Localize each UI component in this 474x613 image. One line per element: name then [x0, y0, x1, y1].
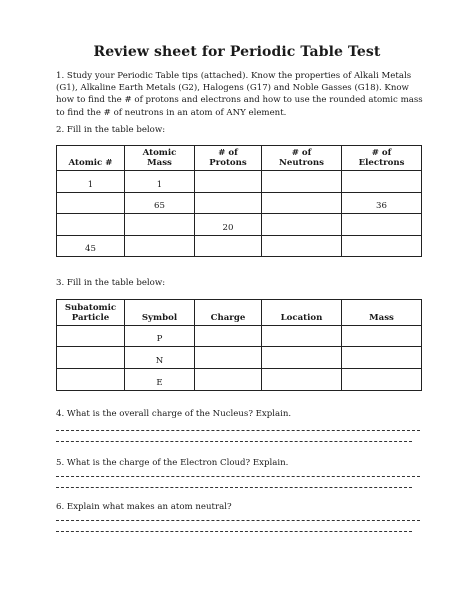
atom-table-header-row — [57, 146, 422, 171]
table-cell[interactable] — [262, 171, 342, 193]
table-cell[interactable] — [342, 236, 422, 257]
question-3-label: 3. Fill in the table below: — [56, 278, 166, 288]
table-cell[interactable] — [195, 171, 262, 193]
table-cell[interactable] — [262, 193, 342, 214]
table-cell[interactable]: 65 — [125, 193, 195, 214]
table-cell[interactable]: P — [125, 326, 195, 347]
table-row — [57, 214, 422, 236]
table-row — [57, 236, 422, 257]
answer-line[interactable] — [56, 487, 412, 488]
answer-line[interactable] — [56, 520, 420, 521]
table-cell[interactable] — [195, 326, 262, 347]
table-cell[interactable] — [57, 193, 125, 214]
header-location: Location — [262, 300, 342, 326]
table-cell[interactable] — [342, 171, 422, 193]
table-cell[interactable]: 36 — [342, 193, 422, 214]
table-cell[interactable]: 1 — [125, 171, 195, 193]
header-symbol: Symbol — [125, 300, 195, 326]
answer-line[interactable] — [56, 441, 412, 442]
header-atomic-number: Atomic # — [57, 146, 125, 171]
question-5-text: 5. What is the charge of the Electron Cloud? Explain. — [56, 458, 289, 468]
table-cell[interactable] — [125, 214, 195, 236]
particle-table — [56, 299, 422, 391]
table-cell[interactable]: E — [125, 369, 195, 391]
answer-line[interactable] — [56, 476, 420, 477]
header-neutrons: # of Neutrons — [262, 146, 342, 171]
question-4-text: 4. What is the overall charge of the Nucleus? Explain. — [56, 409, 292, 419]
table-row — [57, 171, 422, 193]
table-cell[interactable]: N — [125, 347, 195, 369]
table-cell[interactable] — [262, 214, 342, 236]
table-row — [57, 193, 422, 214]
table-row — [57, 326, 422, 347]
table-cell[interactable] — [195, 236, 262, 257]
table-cell[interactable] — [195, 347, 262, 369]
header-mass: Mass — [342, 300, 422, 326]
page-title: Review sheet for Periodic Table Test — [93, 44, 381, 60]
particle-table-header-row — [57, 300, 422, 326]
table-cell[interactable] — [57, 326, 125, 347]
table-cell[interactable] — [262, 236, 342, 257]
table-cell[interactable]: 1 — [57, 171, 125, 193]
table-cell[interactable] — [342, 326, 422, 347]
header-charge: Charge — [195, 300, 262, 326]
table-cell[interactable] — [195, 369, 262, 391]
question-6-text: 6. Explain what makes an atom neutral? — [56, 502, 232, 512]
table-cell[interactable] — [342, 214, 422, 236]
header-subatomic-particle: Subatomic Particle — [57, 300, 125, 326]
table-cell[interactable] — [262, 347, 342, 369]
question-2-label: 2. Fill in the table below: — [56, 125, 166, 135]
atom-table — [56, 145, 422, 257]
table-cell[interactable] — [262, 326, 342, 347]
table-cell[interactable] — [57, 214, 125, 236]
table-row — [57, 369, 422, 391]
table-cell[interactable]: 45 — [57, 236, 125, 257]
table-cell[interactable] — [125, 236, 195, 257]
table-cell[interactable] — [262, 369, 342, 391]
answer-line[interactable] — [56, 430, 420, 431]
table-cell[interactable] — [342, 369, 422, 391]
table-cell[interactable]: 20 — [195, 214, 262, 236]
header-electrons: # of Electrons — [342, 146, 422, 171]
question-1-text: 1. Study your Periodic Table tips (attached). Know the properties of Alkali Metals (G1), Alkaline Earth Metals (G2), Halogens (G17) and Noble Gasses (G18). Know how to find the # of protons and electrons and how to use the rounded atomic mass to find the # of neutrons in an atom of ANY element. — [56, 71, 423, 118]
table-cell[interactable] — [195, 193, 262, 214]
table-cell[interactable] — [57, 369, 125, 391]
header-protons: # of Protons — [195, 146, 262, 171]
table-row — [57, 347, 422, 369]
answer-line[interactable] — [56, 531, 412, 532]
header-atomic-mass: Atomic Mass — [125, 146, 195, 171]
table-cell[interactable] — [57, 347, 125, 369]
table-cell[interactable] — [342, 347, 422, 369]
